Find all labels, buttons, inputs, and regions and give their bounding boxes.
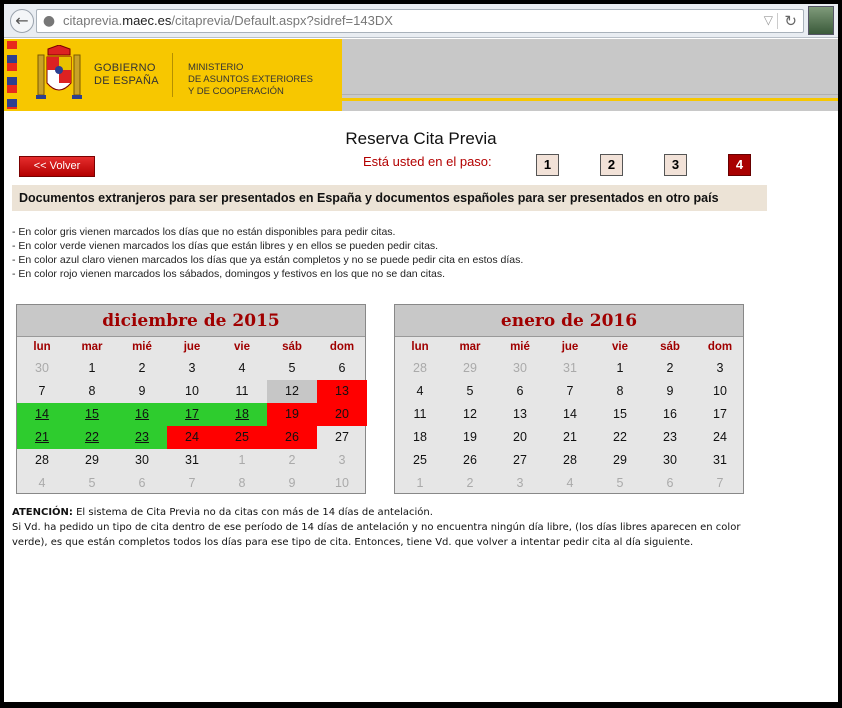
calendar-day-closed: 25 — [217, 426, 267, 449]
calendar-day: 31 — [185, 453, 199, 467]
calendar-day-closed: 24 — [167, 426, 217, 449]
calendar-day-other-month: 28 — [413, 361, 427, 375]
weekday-header: lun — [411, 341, 429, 353]
color-legend — [12, 225, 523, 281]
calendar-day-closed: 13 — [317, 380, 367, 403]
calendar-day-other-month: 7 — [716, 476, 724, 490]
calendar-day: 18 — [413, 430, 427, 444]
calendar-day: 1 — [88, 361, 96, 375]
calendar-day-other-month: 30 — [35, 361, 49, 375]
weekday-header: sáb — [660, 341, 680, 353]
legend-red: - En color rojo vienen marcados los sábados, domingos y festivos en los que no se dan citas. — [12, 268, 446, 280]
calendar-day: 25 — [413, 453, 427, 467]
calendar-day-other-month: 30 — [513, 361, 527, 375]
calendar-day-other-month: 2 — [466, 476, 474, 490]
flag-strip — [7, 41, 17, 109]
calendar-day-other-month: 1 — [416, 476, 424, 490]
weekday-header: vie — [612, 341, 628, 353]
ministry-name: MINISTERIO DE ASUNTOS EXTERIORES Y DE COOPERACIÓN — [188, 62, 313, 97]
calendar-day: 30 — [663, 453, 677, 467]
step-label: Está usted en el paso: — [363, 154, 492, 169]
back-button[interactable]: << Volver — [19, 156, 95, 177]
browser-toolbar — [4, 4, 838, 38]
calendar-day: 31 — [713, 453, 727, 467]
calendar-day: 28 — [563, 453, 577, 467]
calendar-day: 3 — [716, 361, 724, 375]
page-title: Reserva Cita Previa — [345, 129, 497, 148]
calendar-day: 4 — [238, 361, 246, 375]
government-header — [4, 39, 838, 111]
calendar-january-2016 — [394, 304, 744, 494]
calendar-day: 2 — [666, 361, 674, 375]
legend-lightblue: - En color azul claro vienen marcados los días que ya están completos y no se puede pedir cita en estos días. — [12, 254, 524, 266]
calendar-day: 26 — [463, 453, 477, 467]
calendar-day-other-month: 7 — [188, 476, 196, 490]
weekday-header: dom — [707, 341, 733, 353]
step-2: 2 — [600, 154, 623, 176]
calendar-day: 3 — [188, 361, 196, 375]
notice-line-2: Si Vd. ha pedido un tipo de cita dentro de ese período de 14 días de antelación y no encuentra ningún día libre, (los días libres aparecen en color verde), es que están completos todos los días para ese tipo de cita. Entonces, tiene Vd. que volver a intentar pedir cita al día siguiente. — [12, 522, 741, 548]
calendar-day-closed: 19 — [267, 403, 317, 426]
calendar-day-free[interactable]: 15 — [67, 403, 117, 426]
calendar-day: 23 — [663, 430, 677, 444]
calendar-day-other-month: 3 — [516, 476, 524, 490]
weekday-header: jue — [183, 341, 201, 353]
calendar-day: 11 — [235, 384, 249, 398]
step-1: 1 — [536, 154, 559, 176]
step-4-active: 4 — [728, 154, 751, 176]
calendar-day-other-month: 1 — [238, 453, 246, 467]
calendar-day: 1 — [616, 361, 624, 375]
calendar-day: 11 — [413, 407, 427, 421]
calendar-day: 14 — [563, 407, 577, 421]
calendar-day-other-month: 6 — [666, 476, 674, 490]
calendar-day: 7 — [566, 384, 574, 398]
calendar-day: 10 — [713, 384, 727, 398]
calendar-day-closed: 20 — [317, 403, 367, 426]
calendar-day-free[interactable]: 16 — [117, 403, 167, 426]
back-arrow-icon[interactable]: ← — [10, 9, 34, 33]
calendar-day: 13 — [513, 407, 527, 421]
calendar-day: 19 — [463, 430, 477, 444]
calendar-day-free[interactable]: 17 — [167, 403, 217, 426]
weekday-header: vie — [234, 341, 250, 353]
calendar-day: 15 — [613, 407, 627, 421]
calendar-day: 7 — [38, 384, 46, 398]
calendar-day: 21 — [563, 430, 577, 444]
calendar-day-other-month: 2 — [288, 453, 296, 467]
weekday-header: jue — [561, 341, 579, 353]
calendar-day: 12 — [463, 407, 477, 421]
header-yellow-band — [4, 39, 342, 111]
calendar-day: 2 — [138, 361, 146, 375]
calendar-day: 20 — [513, 430, 527, 444]
weekday-header: mié — [132, 341, 152, 353]
calendar-day-other-month: 4 — [38, 476, 46, 490]
calendar-day-other-month: 6 — [138, 476, 146, 490]
calendar-day: 5 — [466, 384, 474, 398]
section-title: Documentos extranjeros para ser presentados en España y documentos españoles para ser presentados en otro país — [12, 185, 767, 211]
calendar-day-other-month: 29 — [463, 361, 477, 375]
legend-gray: - En color gris vienen marcados los días que no están disponibles para pedir citas. — [12, 226, 396, 238]
calendar-grid — [395, 337, 743, 495]
browser-window — [4, 4, 838, 702]
calendar-day: 30 — [135, 453, 149, 467]
calendar-day-other-month: 5 — [616, 476, 624, 490]
calendar-day-other-month: 3 — [338, 453, 346, 467]
attention-notice — [12, 505, 742, 550]
calendar-grid — [17, 337, 365, 495]
calendar-day: 27 — [513, 453, 527, 467]
weekday-header: sáb — [282, 341, 302, 353]
calendar-day-free[interactable]: 22 — [67, 426, 117, 449]
weekday-header: mar — [81, 341, 103, 353]
calendar-day: 24 — [713, 430, 727, 444]
calendar-december-2015 — [16, 304, 366, 494]
calendar-day-other-month: 5 — [88, 476, 96, 490]
calendar-title: enero de 2016 — [395, 305, 743, 337]
header-rule-yellow — [342, 98, 838, 101]
calendar-day: 5 — [288, 361, 296, 375]
calendar-day: 29 — [85, 453, 99, 467]
calendar-day: 4 — [416, 384, 424, 398]
notice-label: ATENCIÓN: — [12, 507, 73, 518]
calendar-day: 9 — [666, 384, 674, 398]
legend-green: - En color verde vienen marcados los días que están libres y en ellos se pueden pedir citas. — [12, 240, 439, 252]
header-divider — [172, 53, 173, 97]
calendar-day: 8 — [616, 384, 624, 398]
calendar-day: 16 — [663, 407, 677, 421]
calendar-day-free[interactable]: 23 — [117, 426, 167, 449]
calendar-title: diciembre de 2015 — [17, 305, 365, 337]
calendar-day: 22 — [613, 430, 627, 444]
weekday-header: mar — [459, 341, 481, 353]
calendar-day: 9 — [138, 384, 146, 398]
calendar-day-other-month: 9 — [288, 476, 296, 490]
step-3: 3 — [664, 154, 687, 176]
coat-of-arms-icon — [34, 45, 84, 105]
calendar-day-other-month: 31 — [563, 361, 577, 375]
notice-line-1 — [12, 505, 742, 520]
calendar-day: 28 — [35, 453, 49, 467]
government-name: GOBIERNO DE ESPAÑA — [94, 62, 159, 87]
calendar-day: 6 — [338, 361, 346, 375]
calendar-day: 27 — [335, 430, 349, 444]
calendar-day-free[interactable]: 21 — [17, 426, 67, 449]
reload-icon[interactable]: ↻ — [784, 12, 797, 30]
header-rule — [342, 94, 838, 95]
calendar-day: 10 — [185, 384, 199, 398]
calendar-day-other-month: 10 — [335, 476, 349, 490]
calendar-day-free[interactable]: 18 — [217, 403, 267, 426]
url-text[interactable]: citaprevia.maec.es/citaprevia/Default.aspx?sidref=143DX — [63, 13, 393, 28]
calendar-day: 8 — [88, 384, 96, 398]
divider — [777, 13, 778, 29]
weekday-header: dom — [329, 341, 355, 353]
notice-text-1: El sistema de Cita Previa no da citas con más de 14 días de antelación. — [72, 507, 433, 518]
calendar-day: 29 — [613, 453, 627, 467]
calendar-day: 6 — [516, 384, 524, 398]
calendar-day: 17 — [713, 407, 727, 421]
calendar-day-closed: 26 — [267, 426, 317, 449]
calendar-day-other-month: 4 — [566, 476, 574, 490]
weekday-header: lun — [33, 341, 51, 353]
address-bar[interactable] — [36, 9, 804, 33]
calendar-day-full: 12 — [267, 380, 317, 403]
dropdown-arrow-icon[interactable]: ▽ — [763, 13, 773, 27]
calendar-day-other-month: 8 — [238, 476, 246, 490]
weekday-header: mié — [510, 341, 530, 353]
globe-icon: ● — [42, 13, 56, 29]
extension-icon[interactable] — [808, 6, 834, 35]
calendar-day-free[interactable]: 14 — [17, 403, 67, 426]
